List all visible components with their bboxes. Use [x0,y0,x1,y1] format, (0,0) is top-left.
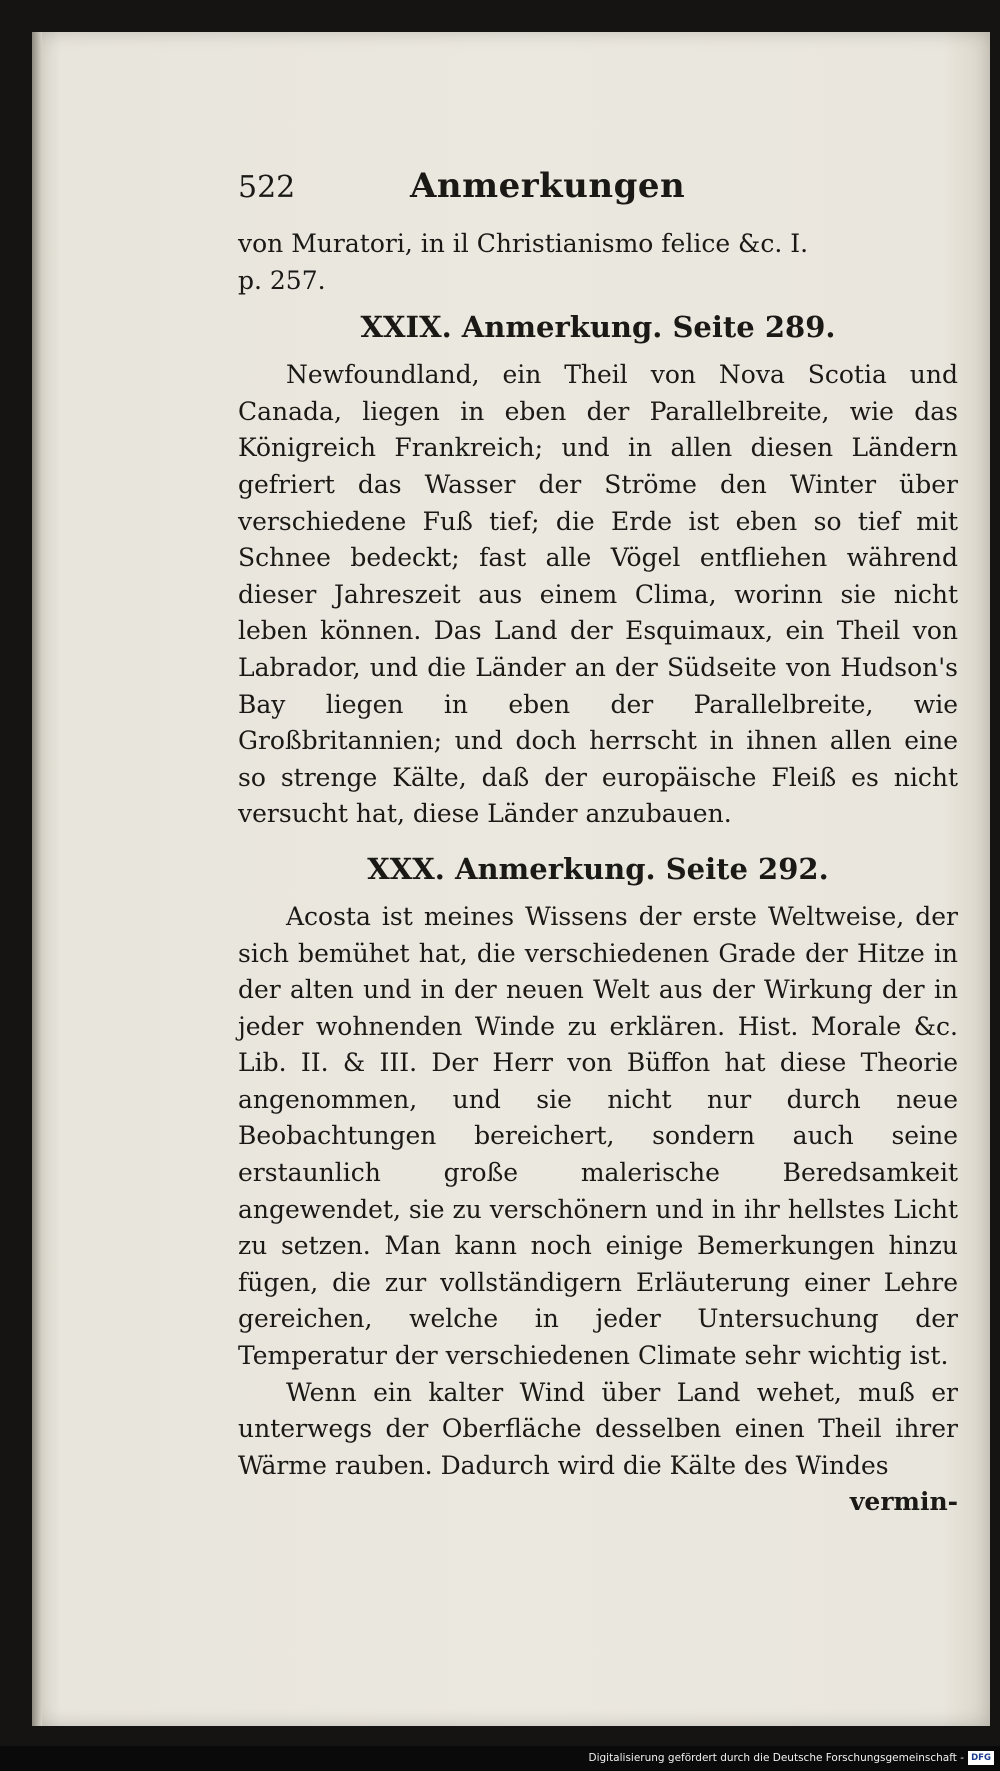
note-29-paragraph: Newfoundland, ein Theil von Nova Scotia und Canada, liegen in eben der Parallelbreite, wie das Königreich Frankreich; und in allen diesen Ländern gefriert das Wasser der Ströme den Winter über verschiedene Fuß tief; die Erde ist eben so tief mit Schnee bedeckt; fast alle Vögel entfliehen während dieser Jahreszeit aus einem Clima, worinn sie nicht leben können. Das Land der Esquimaux, ein Theil von Labrador, und die Länder an der Südseite von Hudson's Bay liegen in eben der Parallelbreite, wie Großbritannien; und doch herrscht in ihnen allen eine so strenge Kälte, daß der europäische Fleiß es nicht versucht hat, diese Länder anzubauen. [238,360,958,829]
book-page [32,32,990,1726]
page-gutter-edge [32,32,42,1726]
catchword: vermin- [849,1487,958,1517]
page-number: 522 [238,170,296,205]
opening-line-2: p. 257. [238,265,326,295]
dfg-logo: DFG [968,1751,994,1765]
running-title: Anmerkungen [410,166,686,206]
note-30-heading: XXX. Anmerkung. Seite 292. [367,851,829,886]
note-29-heading: XXIX. Anmerkung. Seite 289. [360,310,836,345]
digitization-credit: Digitalisierung gefördert durch die Deutsche Forschungsgemeinschaft - [588,1752,964,1764]
opening-line-1: von Muratori, in il Christianismo felice &c. I. [238,229,809,258]
text-block [238,168,958,1521]
note-30-paragraph-2: Wenn ein kalter Wind über Land wehet, muß er unterwegs der Oberfläche desselben einen Theil ihrer Wärme rauben. Dadurch wird die Kälte des Windes [238,1377,958,1480]
running-head [238,168,958,226]
note-30-paragraph-1: Acosta ist meines Wissens der erste Weltweise, der sich bemühet hat, die verschiedenen Grade der Hitze in der alten und in der neuen Welt aus der Wirkung der in jeder wohnenden Winde zu erklären. Hist. Morale &c. Lib. II. & III. Der Herr von Büffon hat diese Theorie angenommen, und sie nicht nur durch neue Beobachtungen bereichert, sondern auch seine erstaunlich große malerische Beredsamkeit angewendet, sie zu verschönern und in ihr hellstes Licht zu setzen. Man kann noch einige Bemerkungen hinzu fügen, die zur vollständigern Erläuterung einer Lehre gereichen, welche in jeder Untersuchung der Temperatur der verschiedenen Climate sehr wichtig ist. [238,901,958,1371]
